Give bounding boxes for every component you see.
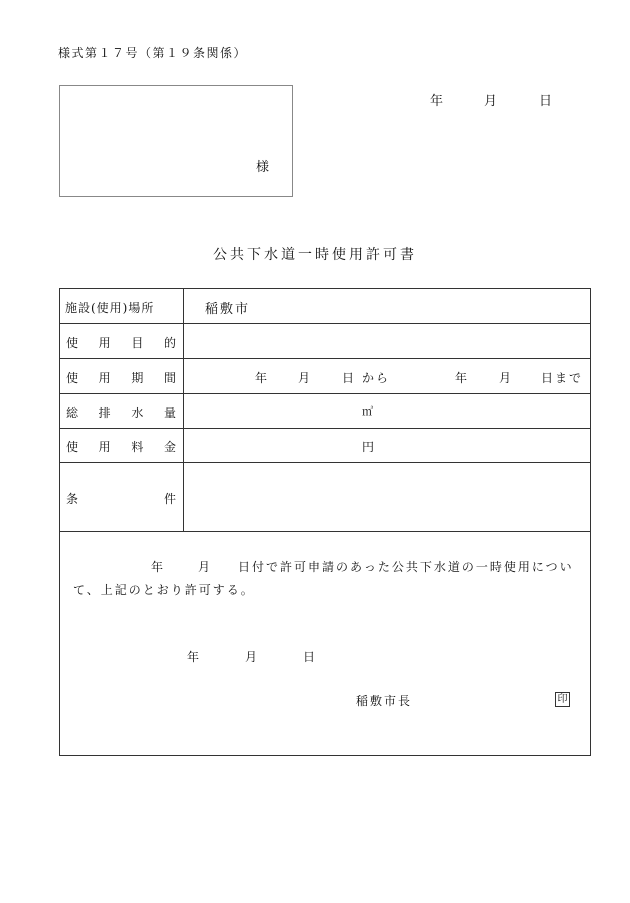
- row-divider: [60, 531, 590, 532]
- drainage-unit: ㎥: [362, 405, 373, 418]
- period-start-month: 月: [298, 371, 311, 385]
- statement-line1: 日付で許可申請のあった公共下水道の一時使用につい: [238, 560, 574, 574]
- statement-year: 年: [151, 560, 166, 574]
- issue-date-month: 月: [484, 94, 498, 109]
- period-start-year: 年: [255, 371, 268, 385]
- permit-date-month: 月: [245, 650, 260, 664]
- column-divider: [183, 289, 184, 531]
- statement-line2: て、上記のとおり許可する。: [73, 583, 255, 597]
- period-end-suffix: まで: [555, 371, 584, 385]
- row-divider: [60, 358, 590, 359]
- period-start-day: 日: [342, 371, 355, 385]
- statement-month: 月: [198, 560, 213, 574]
- permit-date-year: 年: [187, 650, 202, 664]
- period-label: 使 用 期 間: [66, 371, 176, 385]
- purpose-field[interactable]: [185, 325, 589, 357]
- issuer-name: 稲敷市長: [356, 694, 413, 708]
- drainage-label: 総 排 水 量: [66, 406, 176, 420]
- period-end-year: 年: [455, 371, 468, 385]
- row-divider: [60, 323, 590, 324]
- addressee-honorific: 様: [256, 160, 270, 175]
- row-divider: [60, 393, 590, 394]
- addressee-box[interactable]: [59, 85, 293, 197]
- period-end-month: 月: [499, 371, 512, 385]
- seal-mark: 印: [555, 692, 570, 707]
- location-label: 施設(使用)場所: [65, 301, 155, 315]
- conditions-label: 条 件: [66, 492, 176, 506]
- permit-form-table: [59, 288, 591, 756]
- purpose-label: 使 用 目 的: [66, 336, 176, 350]
- period-end-day: 日: [541, 371, 554, 385]
- period-start-suffix: から: [362, 371, 391, 385]
- permit-date-day: 日: [303, 650, 318, 664]
- form-number: 様式第１７号（第１９条関係）: [58, 46, 248, 60]
- document-title: 公共下水道一時使用許可書: [213, 247, 417, 263]
- issue-date-year: 年: [430, 94, 444, 109]
- fee-label: 使 用 料 金: [66, 440, 176, 454]
- issue-date-day: 日: [539, 94, 553, 109]
- row-divider: [60, 462, 590, 463]
- fee-unit: 円: [362, 440, 375, 454]
- row-divider: [60, 428, 590, 429]
- conditions-field[interactable]: [185, 464, 589, 530]
- location-value[interactable]: 稲敷市: [205, 302, 251, 317]
